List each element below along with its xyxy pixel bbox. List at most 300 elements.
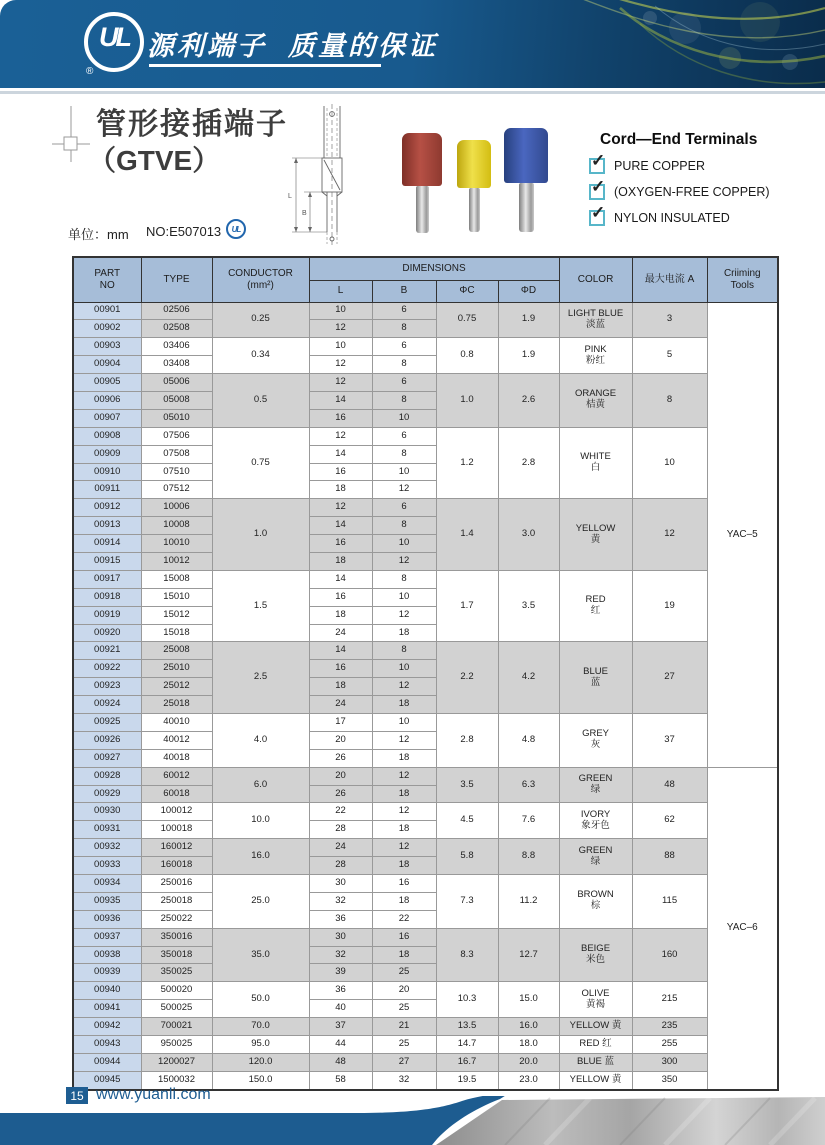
cell-dim-b: 12 <box>372 606 436 624</box>
cell-type: 07508 <box>141 445 212 463</box>
cell-dim-l: 12 <box>309 499 372 517</box>
cell-conductor: 0.5 <box>212 374 309 428</box>
cell-color: OLIVE 黄褐 <box>559 982 632 1018</box>
cell-part-no: 00917 <box>73 570 141 588</box>
cell-type: 03406 <box>141 338 212 356</box>
red-pin <box>416 186 429 233</box>
col-header-max-current: 最大电流 A <box>632 257 707 302</box>
cell-part-no: 00910 <box>73 463 141 481</box>
cell-color: IVORY 象牙色 <box>559 803 632 839</box>
cell-conductor: 95.0 <box>212 1036 309 1054</box>
cell-dim-b: 27 <box>372 1053 436 1071</box>
cell-type: 950025 <box>141 1036 212 1054</box>
cell-phi-c: 8.3 <box>436 928 498 982</box>
col-header-L: L <box>309 280 372 302</box>
cell-conductor: 35.0 <box>212 928 309 982</box>
page-title: 管形接插端子 <box>96 108 288 141</box>
cell-part-no: 00926 <box>73 731 141 749</box>
banner-separator <box>0 91 825 94</box>
cell-phi-d: 12.7 <box>498 928 559 982</box>
cell-part-no: 00912 <box>73 499 141 517</box>
cell-part-no: 00904 <box>73 356 141 374</box>
cell-part-no: 00903 <box>73 338 141 356</box>
cell-dim-l: 39 <box>309 964 372 982</box>
terminal-photo-red <box>402 133 442 233</box>
cell-dim-l: 17 <box>309 713 372 731</box>
cell-dim-l: 12 <box>309 356 372 374</box>
cell-dim-b: 16 <box>372 928 436 946</box>
cell-type: 100018 <box>141 821 212 839</box>
spec-table <box>72 256 779 1091</box>
cell-dim-l: 14 <box>309 445 372 463</box>
cell-dim-b: 10 <box>372 535 436 553</box>
cell-phi-c: 16.7 <box>436 1053 498 1071</box>
cell-dim-l: 22 <box>309 803 372 821</box>
cell-part-no: 00936 <box>73 910 141 928</box>
cell-dim-l: 32 <box>309 946 372 964</box>
cell-conductor: 0.75 <box>212 427 309 499</box>
cell-phi-c: 1.4 <box>436 499 498 571</box>
cell-part-no: 00921 <box>73 642 141 660</box>
cell-conductor: 1.0 <box>212 499 309 571</box>
cell-part-no: 00940 <box>73 982 141 1000</box>
cell-part-no: 00918 <box>73 588 141 606</box>
cell-phi-d: 2.8 <box>498 427 559 499</box>
cell-dim-l: 32 <box>309 892 372 910</box>
cell-dim-b: 8 <box>372 517 436 535</box>
cell-conductor: 0.25 <box>212 302 309 338</box>
feature-nylon-insulated <box>589 203 730 226</box>
cell-phi-c: 0.8 <box>436 338 498 374</box>
feature-label: PURE COPPER <box>614 159 705 173</box>
cell-type: 350018 <box>141 946 212 964</box>
cert-number: NO:E507013 <box>146 224 222 239</box>
cell-type: 07510 <box>141 463 212 481</box>
cell-part-no: 00913 <box>73 517 141 535</box>
cell-max-current: 37 <box>632 713 707 767</box>
cell-max-current: 10 <box>632 427 707 499</box>
cell-max-current: 215 <box>632 982 707 1018</box>
cell-part-no: 00938 <box>73 946 141 964</box>
cell-conductor: 150.0 <box>212 1071 309 1089</box>
unit-label: 单位：mm <box>68 227 129 242</box>
cell-color: GREEN 绿 <box>559 839 632 875</box>
cell-phi-c: 14.7 <box>436 1036 498 1054</box>
drawing-dim-inner-label: B <box>302 210 307 217</box>
cell-crimping-tool: YAC–6 <box>707 767 778 1090</box>
cell-type: 25008 <box>141 642 212 660</box>
cell-max-current: 255 <box>632 1036 707 1054</box>
cell-part-no: 00922 <box>73 660 141 678</box>
cell-type: 350025 <box>141 964 212 982</box>
cell-phi-d: 3.0 <box>498 499 559 571</box>
cell-conductor: 2.5 <box>212 642 309 714</box>
col-header-part-no: PART NO <box>73 257 141 302</box>
cell-part-no: 00907 <box>73 409 141 427</box>
cell-dim-b: 16 <box>372 875 436 893</box>
cell-dim-l: 18 <box>309 481 372 499</box>
cell-type: 05006 <box>141 374 212 392</box>
cell-dim-l: 14 <box>309 642 372 660</box>
cell-part-no: 00908 <box>73 427 141 445</box>
cell-color: BROWN 棕 <box>559 875 632 929</box>
cell-part-no: 00930 <box>73 803 141 821</box>
cell-dim-b: 25 <box>372 964 436 982</box>
banner-slogan: 源利端子 质量的保证 <box>147 31 439 61</box>
cell-type: 160018 <box>141 857 212 875</box>
cell-dim-l: 14 <box>309 570 372 588</box>
cell-phi-c: 2.8 <box>436 713 498 767</box>
cell-type: 05010 <box>141 409 212 427</box>
cell-conductor: 10.0 <box>212 803 309 839</box>
cell-conductor: 4.0 <box>212 713 309 767</box>
cell-phi-d: 1.9 <box>498 338 559 374</box>
col-header-phi-d: ΦD <box>498 280 559 302</box>
cell-part-no: 00935 <box>73 892 141 910</box>
cell-max-current: 5 <box>632 338 707 374</box>
cell-phi-c: 1.7 <box>436 570 498 642</box>
cell-dim-l: 58 <box>309 1071 372 1089</box>
cell-dim-b: 18 <box>372 749 436 767</box>
cell-dim-b: 6 <box>372 338 436 356</box>
cell-max-current: 300 <box>632 1053 707 1071</box>
terminal-photo-blue <box>504 128 548 232</box>
cell-dim-l: 24 <box>309 839 372 857</box>
cell-dim-b: 10 <box>372 660 436 678</box>
cell-type: 07512 <box>141 481 212 499</box>
cell-conductor: 25.0 <box>212 875 309 929</box>
col-header-color: COLOR <box>559 257 632 302</box>
cell-part-no: 00945 <box>73 1071 141 1089</box>
cell-dim-l: 12 <box>309 320 372 338</box>
cell-phi-c: 19.5 <box>436 1071 498 1089</box>
cell-type: 40012 <box>141 731 212 749</box>
cell-dim-l: 16 <box>309 463 372 481</box>
cell-dim-b: 8 <box>372 642 436 660</box>
cell-phi-d: 20.0 <box>498 1053 559 1071</box>
cell-color: ORANGE 桔黄 <box>559 374 632 428</box>
cell-phi-d: 1.9 <box>498 302 559 338</box>
cell-dim-b: 25 <box>372 1000 436 1018</box>
cell-dim-b: 8 <box>372 391 436 409</box>
cell-dim-b: 10 <box>372 588 436 606</box>
cell-part-no: 00944 <box>73 1053 141 1071</box>
cell-max-current: 27 <box>632 642 707 714</box>
col-header-phi-c: ΦC <box>436 280 498 302</box>
cell-color: YELLOW 黄 <box>559 499 632 571</box>
cell-dim-l: 10 <box>309 338 372 356</box>
cell-crimping-tool: YAC–5 <box>707 302 778 767</box>
cell-dim-b: 25 <box>372 1036 436 1054</box>
col-header-B: B <box>372 280 436 302</box>
cell-dim-l: 16 <box>309 588 372 606</box>
cell-dim-b: 21 <box>372 1018 436 1036</box>
checkbox-icon: ✓ <box>589 184 605 200</box>
cell-phi-d: 4.2 <box>498 642 559 714</box>
cell-phi-c: 1.0 <box>436 374 498 428</box>
cell-color: YELLOW 黄 <box>559 1018 632 1036</box>
cell-dim-l: 40 <box>309 1000 372 1018</box>
ul-logo <box>84 12 144 72</box>
cell-type: 03408 <box>141 356 212 374</box>
cell-part-no: 00932 <box>73 839 141 857</box>
col-header-conductor: CONDUCTOR (mm²) <box>212 257 309 302</box>
cell-dim-l: 26 <box>309 749 372 767</box>
cell-max-current: 12 <box>632 499 707 571</box>
cell-color: RED 红 <box>559 1036 632 1054</box>
cell-phi-c: 10.3 <box>436 982 498 1018</box>
cell-part-no: 00937 <box>73 928 141 946</box>
cell-dim-b: 12 <box>372 678 436 696</box>
col-header-dimensions: DIMENSIONS <box>309 257 559 280</box>
cell-max-current: 62 <box>632 803 707 839</box>
cell-part-no: 00925 <box>73 713 141 731</box>
cell-dim-l: 16 <box>309 409 372 427</box>
cell-type: 10006 <box>141 499 212 517</box>
cell-part-no: 00933 <box>73 857 141 875</box>
cell-dim-l: 18 <box>309 552 372 570</box>
cell-type: 40010 <box>141 713 212 731</box>
terminal-photo-yellow <box>457 140 491 232</box>
cell-dim-l: 28 <box>309 821 372 839</box>
cell-color: GREY 灰 <box>559 713 632 767</box>
cell-dim-l: 14 <box>309 391 372 409</box>
cell-phi-c: 7.3 <box>436 875 498 929</box>
cell-part-no: 00931 <box>73 821 141 839</box>
cell-phi-d: 15.0 <box>498 982 559 1018</box>
cell-type: 250016 <box>141 875 212 893</box>
checkbox-icon: ✓ <box>589 158 605 174</box>
cell-max-current: 88 <box>632 839 707 875</box>
cell-type: 15008 <box>141 570 212 588</box>
cell-phi-c: 5.8 <box>436 839 498 875</box>
col-header-type: TYPE <box>141 257 212 302</box>
cell-type: 02508 <box>141 320 212 338</box>
cell-dim-l: 26 <box>309 785 372 803</box>
cell-phi-d: 23.0 <box>498 1071 559 1089</box>
cell-dim-b: 20 <box>372 982 436 1000</box>
cell-dim-b: 8 <box>372 445 436 463</box>
cell-part-no: 00941 <box>73 1000 141 1018</box>
blue-sleeve <box>504 128 548 183</box>
cell-type: 1500032 <box>141 1071 212 1089</box>
ul-logo-registered-mark: ® <box>86 66 94 77</box>
cell-conductor: 0.34 <box>212 338 309 374</box>
feature-pure-copper <box>589 151 705 174</box>
cell-conductor: 70.0 <box>212 1018 309 1036</box>
cell-dim-l: 30 <box>309 875 372 893</box>
top-banner <box>0 0 825 88</box>
cell-type: 500020 <box>141 982 212 1000</box>
cell-dim-l: 12 <box>309 374 372 392</box>
cell-type: 60018 <box>141 785 212 803</box>
website-link[interactable]: www.yuanli.com <box>96 1086 211 1103</box>
cell-dim-l: 24 <box>309 624 372 642</box>
cell-max-current: 48 <box>632 767 707 803</box>
cell-dim-l: 30 <box>309 928 372 946</box>
cell-type: 15012 <box>141 606 212 624</box>
cell-color: GREEN 绿 <box>559 767 632 803</box>
cell-dim-b: 6 <box>372 374 436 392</box>
cell-dim-b: 18 <box>372 624 436 642</box>
cell-dim-b: 6 <box>372 427 436 445</box>
cell-color: WHITE 白 <box>559 427 632 499</box>
cell-dim-b: 8 <box>372 356 436 374</box>
feature-label: (OXYGEN-FREE COPPER) <box>614 185 770 199</box>
cell-type: 02506 <box>141 302 212 320</box>
cell-dim-l: 20 <box>309 767 372 785</box>
cell-type: 10010 <box>141 535 212 553</box>
cell-part-no: 00923 <box>73 678 141 696</box>
red-sleeve <box>402 133 442 186</box>
cell-dim-l: 10 <box>309 302 372 320</box>
cell-phi-d: 16.0 <box>498 1018 559 1036</box>
cell-dim-b: 12 <box>372 552 436 570</box>
ul-cert-icon: UL <box>226 219 246 239</box>
cell-dim-l: 36 <box>309 910 372 928</box>
yellow-pin <box>469 188 480 232</box>
cell-dim-b: 10 <box>372 713 436 731</box>
cell-part-no: 00928 <box>73 767 141 785</box>
cell-type: 500025 <box>141 1000 212 1018</box>
cell-part-no: 00920 <box>73 624 141 642</box>
cell-type: 350016 <box>141 928 212 946</box>
cell-phi-c: 1.2 <box>436 427 498 499</box>
cell-dim-l: 16 <box>309 660 372 678</box>
cell-phi-d: 6.3 <box>498 767 559 803</box>
cell-type: 07506 <box>141 427 212 445</box>
cell-dim-l: 28 <box>309 857 372 875</box>
cell-max-current: 350 <box>632 1071 707 1089</box>
cell-max-current: 8 <box>632 374 707 428</box>
cell-dim-b: 12 <box>372 803 436 821</box>
cell-dim-l: 20 <box>309 731 372 749</box>
cell-max-current: 160 <box>632 928 707 982</box>
feature-label: NYLON INSULATED <box>614 211 730 225</box>
page-number-badge: 15 <box>66 1087 88 1104</box>
cell-dim-l: 24 <box>309 696 372 714</box>
cell-type: 1200027 <box>141 1053 212 1071</box>
drawing-dim-outer-label: L <box>288 193 292 200</box>
cell-phi-d: 4.8 <box>498 713 559 767</box>
cell-max-current: 3 <box>632 302 707 338</box>
cell-part-no: 00939 <box>73 964 141 982</box>
cell-type: 250018 <box>141 892 212 910</box>
cell-type: 05008 <box>141 391 212 409</box>
cell-phi-d: 18.0 <box>498 1036 559 1054</box>
cell-max-current: 115 <box>632 875 707 929</box>
cell-dim-b: 12 <box>372 767 436 785</box>
cell-type: 10008 <box>141 517 212 535</box>
cell-dim-l: 16 <box>309 535 372 553</box>
cell-part-no: 00942 <box>73 1018 141 1036</box>
cell-dim-b: 10 <box>372 409 436 427</box>
cell-part-no: 00905 <box>73 374 141 392</box>
cell-type: 700021 <box>141 1018 212 1036</box>
cell-color: BEIGE 米色 <box>559 928 632 982</box>
cell-part-no: 00915 <box>73 552 141 570</box>
cell-type: 15018 <box>141 624 212 642</box>
col-header-crimping-tools: Criiming Tools <box>707 257 778 302</box>
cell-dim-b: 6 <box>372 302 436 320</box>
cell-part-no: 00943 <box>73 1036 141 1054</box>
cell-dim-b: 10 <box>372 463 436 481</box>
cell-dim-b: 18 <box>372 857 436 875</box>
cell-phi-d: 3.5 <box>498 570 559 642</box>
cell-dim-b: 18 <box>372 946 436 964</box>
cell-type: 25012 <box>141 678 212 696</box>
cell-dim-l: 14 <box>309 517 372 535</box>
cell-type: 160012 <box>141 839 212 857</box>
slogan-underline <box>149 64 381 67</box>
product-title-en: Cord—End Terminals <box>600 131 758 148</box>
cell-type: 60012 <box>141 767 212 785</box>
cell-phi-c: 13.5 <box>436 1018 498 1036</box>
cell-max-current: 19 <box>632 570 707 642</box>
cell-dim-b: 18 <box>372 892 436 910</box>
cell-part-no: 00902 <box>73 320 141 338</box>
cell-part-no: 00924 <box>73 696 141 714</box>
cell-phi-c: 2.2 <box>436 642 498 714</box>
cell-phi-c: 0.75 <box>436 302 498 338</box>
cell-color: BLUE 蓝 <box>559 642 632 714</box>
cell-phi-d: 2.6 <box>498 374 559 428</box>
cell-part-no: 00906 <box>73 391 141 409</box>
cell-type: 10012 <box>141 552 212 570</box>
cell-type: 25018 <box>141 696 212 714</box>
cell-part-no: 00909 <box>73 445 141 463</box>
cell-conductor: 50.0 <box>212 982 309 1018</box>
cell-color: YELLOW 黄 <box>559 1071 632 1089</box>
cell-part-no: 00901 <box>73 302 141 320</box>
page-title-model: （GTVE） <box>88 145 221 176</box>
cell-color: BLUE 蓝 <box>559 1053 632 1071</box>
cell-dim-b: 8 <box>372 570 436 588</box>
cell-dim-l: 18 <box>309 606 372 624</box>
cell-type: 40018 <box>141 749 212 767</box>
cell-color: PINK 粉红 <box>559 338 632 374</box>
cell-phi-c: 3.5 <box>436 767 498 803</box>
cell-dim-b: 22 <box>372 910 436 928</box>
cell-color: LIGHT BLUE 淡蓝 <box>559 302 632 338</box>
cell-dim-b: 18 <box>372 821 436 839</box>
cell-dim-l: 37 <box>309 1018 372 1036</box>
footer-decoration <box>0 1096 825 1145</box>
cell-conductor: 120.0 <box>212 1053 309 1071</box>
cell-type: 250022 <box>141 910 212 928</box>
cell-dim-l: 18 <box>309 678 372 696</box>
cell-phi-d: 7.6 <box>498 803 559 839</box>
cell-color: RED 红 <box>559 570 632 642</box>
cell-part-no: 00929 <box>73 785 141 803</box>
cell-conductor: 6.0 <box>212 767 309 803</box>
blue-pin <box>519 183 534 232</box>
cell-conductor: 1.5 <box>212 570 309 642</box>
cell-part-no: 00914 <box>73 535 141 553</box>
ul-logo-text: UL <box>99 21 129 52</box>
cell-type: 25010 <box>141 660 212 678</box>
banner-decoration <box>525 0 825 88</box>
cell-dim-b: 12 <box>372 731 436 749</box>
cell-dim-l: 44 <box>309 1036 372 1054</box>
cell-max-current: 235 <box>632 1018 707 1036</box>
cell-dim-b: 18 <box>372 696 436 714</box>
terminal-technical-drawing <box>286 104 364 246</box>
cell-part-no: 00934 <box>73 875 141 893</box>
cell-phi-d: 8.8 <box>498 839 559 875</box>
cell-phi-d: 11.2 <box>498 875 559 929</box>
checkbox-icon: ✓ <box>589 210 605 226</box>
